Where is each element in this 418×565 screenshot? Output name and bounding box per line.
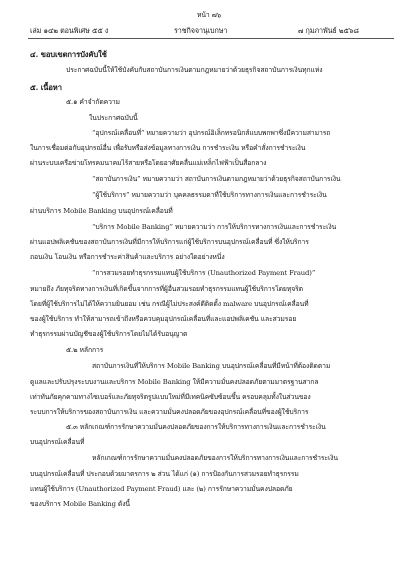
paragraph-line: “การสวมรอยทำธุรกรรมแทนผู้ใช้บริการ (Unauthorized Payment Fraud)” — [92, 269, 316, 277]
volume-info: เล่ม ๑๔๒ ตอนพิเศษ ๕๕ ง — [30, 26, 109, 35]
paragraph-line: หลักเกณฑ์การรักษาความมั่นคงปลอดภัยของการให้บริการทางการเงินและการชำระเงิน — [92, 454, 338, 462]
paragraph-line: ถอนเงิน โอนเงิน หรือการชำระค่าสินค้าและบริการ อย่างใดอย่างหนึ่ง — [30, 253, 225, 261]
header-divider — [28, 38, 394, 39]
paragraph-line: ผ่านบริการ Mobile Banking บนอุปกรณ์เคลื่อนที่ — [30, 207, 173, 215]
paragraph-line: “บริการ Mobile Banking” หมายความว่า การให้บริการทางการเงินและการชำระเงิน — [92, 223, 337, 231]
subsection-heading: ๕.๓ หลักเกณฑ์การรักษาความมั่นคงปลอดภัยของการให้บริการทางการเงินและการชำระเงิน — [66, 423, 326, 431]
paragraph-line: ของผู้ใช้บริการ ทำให้สามารถเข้าถึงหรือควบคุมอุปกรณ์เคลื่อนที่และแอปพลิเคชัน และสวมรอย — [30, 315, 297, 323]
publication-date: ๗ กุมภาพันธ์ ๒๕๖๘ — [298, 26, 359, 35]
paragraph-line: หมายถึง ภัยทุจริตทางการเงินที่เกิดขึ้นจากการที่ผู้อื่นสวมรอยทำธุรกรรมแทนผู้ใช้บริการโดยทุจริต — [30, 285, 303, 293]
gazette-name: ราชกิจจานุเบกษา — [174, 26, 228, 35]
paragraph-line: ประกาศฉบับนี้ให้ใช้บังคับกับสถาบันการเงินตามกฎหมายว่าด้วยธุรกิจสถาบันการเงินทุกแห่ง — [66, 66, 323, 74]
paragraph-line: บนอุปกรณ์เคลื่อนที่ ประกอบด้วยมาตรการ ๒ ส่วน ได้แก่ (๑) การป้องกันการสวมรอยทำธุรกรรม — [30, 470, 299, 478]
paragraph-line: โดยที่ผู้ใช้บริการไม่ได้ให้ความยินยอม เช่น กรณีผู้ไม่ประสงค์ดีติดตั้ง malware บนอุปกรณ์เคลื่อนที่ — [30, 300, 309, 308]
subsection-heading: ๕.๑ คำจำกัดความ — [66, 98, 120, 106]
paragraph-line: ของบริการ Mobile Banking ดังนี้ — [30, 500, 130, 508]
section-heading: ๕. เนื้อหา — [30, 83, 62, 92]
paragraph-line: ในประกาศฉบับนี้ — [89, 114, 138, 122]
paragraph-line: “ผู้ใช้บริการ” หมายความว่า บุคคลธรรมดาที่ใช้บริการทางการเงินและการชำระเงิน — [92, 191, 327, 199]
paragraph-line: แทนผู้ใช้บริการ (Unauthorized Payment Fraud) และ (๒) การรักษาความมั่นคงปลอดภัย — [30, 485, 293, 493]
paragraph-line: “สถาบันการเงิน” หมายความว่า สถาบันการเงินตามกฎหมายว่าด้วยธุรกิจสถาบันการเงิน — [92, 175, 341, 183]
paragraph-line: ดูแลและปรับปรุงระบบงานและบริการ Mobile Banking ให้มีความมั่นคงปลอดภัยตามมาตรฐานสากล — [30, 378, 319, 386]
paragraph-line: เท่าทันภัยคุกคามทางไซเบอร์และภัยทุจริตรูปแบบใหม่ที่มีเทคนิคซับซ้อนขึ้น ครอบคลุมทั้งในส่วนของ — [30, 393, 311, 401]
paragraph-line: สถาบันการเงินที่ให้บริการ Mobile Banking บนอุปกรณ์เคลื่อนที่มีหน้าที่ต้องติดตาม — [92, 362, 331, 370]
paragraph-line: ระบบการให้บริการของสถาบันการเงิน และความมั่นคงปลอดภัยของอุปกรณ์เคลื่อนที่ของผู้ใช้บริการ — [30, 408, 309, 416]
paragraph-line: ในการเชื่อมต่อกับอุปกรณ์อื่น เพื่อรับหรือส่งข้อมูลทางการเงิน การชำระเงิน หรือคำสั่งการชำระเงิน — [30, 144, 306, 152]
paragraph-line: ผ่านแอปพลิเคชันของสถาบันการเงินที่มีการให้บริการแก่ผู้ใช้บริการบนอุปกรณ์เคลื่อนที่ ซึ่งให้บริการ — [30, 238, 309, 246]
paragraph-line: บนอุปกรณ์เคลื่อนที่ — [30, 438, 85, 446]
paragraph-line: “อุปกรณ์เคลื่อนที่” หมายความว่า อุปกรณ์อิเล็กทรอนิกส์แบบพกพาซึ่งมีความสามารถ — [92, 129, 331, 137]
subsection-heading: ๕.๒ หลักการ — [66, 346, 104, 354]
paragraph-line: ผ่านระบบเครือข่ายโทรคมนาคมไร้สายหรือโดยอาศัยคลื่นแม่เหล็กไฟฟ้าเป็นสื่อกลาง — [30, 159, 267, 167]
page-number: หน้า ๗๖ — [197, 11, 221, 19]
section-heading: ๔. ขอบเขตการบังคับใช้ — [30, 50, 107, 59]
paragraph-line: ทำธุรกรรมผ่านบัญชีของผู้ใช้บริการโดยไม่ได้รับอนุญาต — [30, 330, 188, 338]
